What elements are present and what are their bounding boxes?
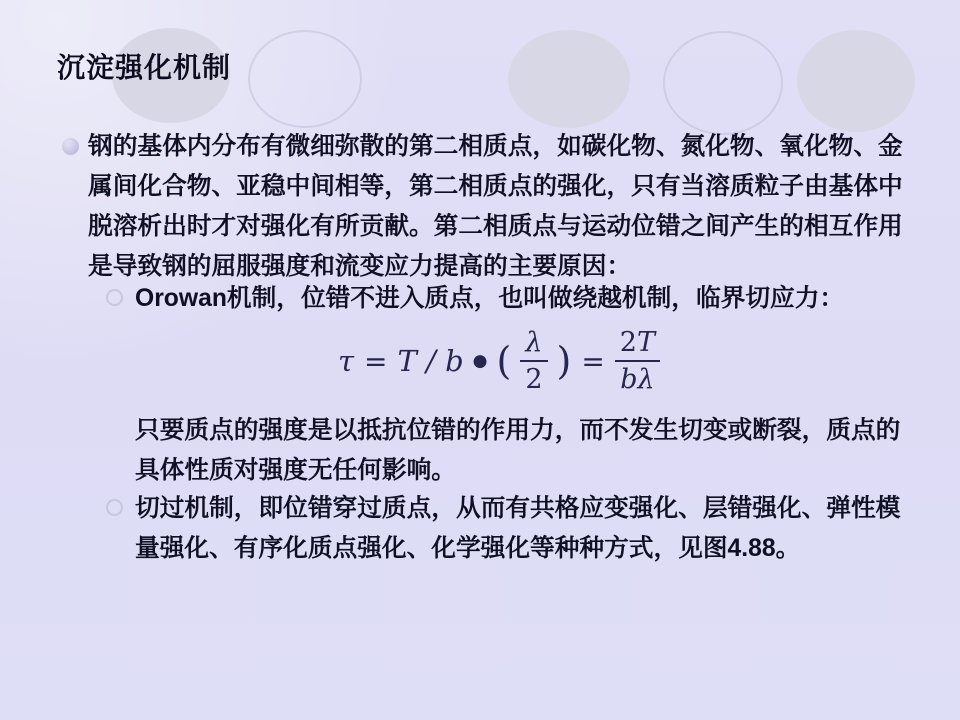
text-line: 脱溶析出时才对强化有所贡献。第二相质点与运动位错之间产生的相互作用 [88, 211, 903, 240]
decor-circle-filled [508, 30, 630, 128]
formula-right-paren: ) [556, 339, 572, 383]
text-line: 钢的基体内分布有微细弥散的第二相质点，如碳化物、氮化物、氧化物、金 [88, 131, 903, 160]
formula-dot-operator: ● [472, 350, 488, 371]
decor-circle-outline [663, 31, 783, 135]
text-line [135, 528, 900, 568]
page-title: 沉淀强化机制 [57, 51, 232, 84]
decor-circle-outline [248, 30, 362, 128]
formula-t-over-b: T / b [397, 344, 464, 378]
bullet1-paragraph [88, 126, 903, 286]
text-line: 属间化合物、亚稳中间相等，第二相质点的强化，只有当溶质粒子由基体中 [88, 171, 903, 200]
fraction-denominator: bλ [615, 360, 660, 395]
formula-fraction-2t-over-blambda [615, 327, 660, 394]
text-segment: 。 [775, 533, 801, 562]
text-line: 切过机制，即位错穿过质点，从而有共格应变强化、层错强化、弹性模 [135, 493, 901, 522]
fraction-numerator [615, 327, 660, 359]
sub-bullet-icon [106, 289, 123, 306]
formula-equals: = [581, 344, 605, 378]
fraction-numerator: λ [525, 327, 543, 359]
sub-bullet-icon [106, 499, 123, 516]
text-line: 是导致钢的屈服强度和流变应力提高的主要原因： [88, 251, 632, 280]
sub1-chinese-text: 机制，位错不进入质点，也叫做绕越机制，临界切应力： [226, 283, 845, 312]
formula-fraction-lambda-over-2 [520, 327, 547, 394]
variable: T [636, 327, 655, 359]
orowan-formula [338, 323, 660, 399]
formula-left-paren: ( [496, 339, 512, 383]
formula-note [135, 410, 900, 490]
sub-bullet1-text [135, 278, 844, 318]
text-segment: 量强化、有序化质点强化、化学强化等种种方式，见图 [135, 533, 728, 562]
formula-tau: τ [338, 344, 355, 378]
orowan-label: Orowan [135, 285, 227, 312]
coefficient: 2 [619, 327, 637, 359]
text-line: 具体性质对强度无任何影响。 [135, 455, 456, 484]
figure-reference: 4.88 [727, 535, 776, 562]
sub-bullet2-text [135, 488, 900, 568]
decor-circle-filled [797, 30, 915, 132]
fraction-denominator: 2 [520, 360, 547, 395]
text-line: 只要质点的强度是以抵抗位错的作用力，而不发生切变或断裂，质点的 [135, 415, 901, 444]
bullet-icon [62, 138, 79, 155]
formula-equals: = [364, 344, 388, 378]
